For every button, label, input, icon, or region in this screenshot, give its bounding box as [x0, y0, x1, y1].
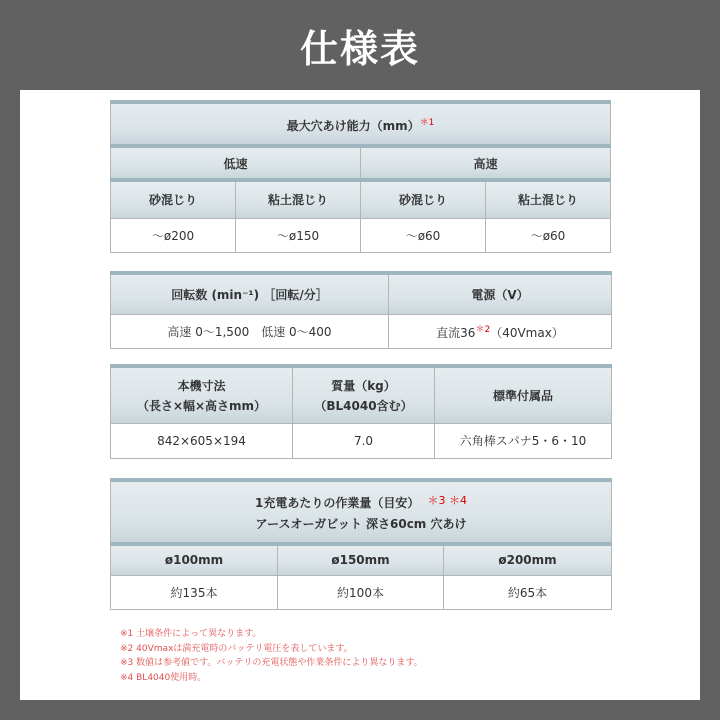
header-bar	[0, 0, 720, 90]
value-clay-low: ～ø150	[236, 218, 361, 252]
diameter-150-header: ø150mm	[278, 544, 444, 575]
dimensions-header	[111, 366, 293, 423]
footnote-1: ※1 土壌条件によって異なります。	[120, 629, 262, 639]
capacity-title	[111, 102, 611, 146]
accessory-value: 六角棒スパナ5・6・10	[435, 423, 612, 458]
subheader-sand-high: 砂混じり	[361, 180, 486, 218]
work-title-line2: アースオーガビット 深さ60cm 穴あけ	[255, 517, 467, 531]
rpm-header: 回転数 (min⁻¹) ［回転/分］	[111, 273, 389, 314]
footnote-4: ※4 BL4040使用時。	[120, 672, 207, 683]
low-speed-header: 低速	[111, 146, 361, 180]
high-speed-header: 高速	[361, 146, 611, 180]
diameter-200-header: ø200mm	[444, 544, 612, 575]
page-title: 仕様表	[299, 26, 420, 71]
subheader-clay-low: 粘土混じり	[236, 180, 361, 218]
rpm-value: 高速 0～1,500 低速 0～400	[111, 314, 389, 348]
work-title-line1-text: 1充電あたりの作業量（目安）	[254, 496, 420, 510]
dimensions-value: 842×605×194	[111, 423, 293, 458]
power-value-suffix: （40Vmax）	[490, 325, 564, 340]
mass-header	[293, 366, 435, 423]
subheader-sand-low: 砂混じり	[111, 180, 236, 218]
rpm-power-table	[110, 271, 612, 349]
content-panel	[20, 90, 700, 700]
value-sand-high: ～ø60	[361, 218, 486, 252]
count-100: 約135本	[111, 575, 278, 609]
mass-header-line1: 質量（kg）	[331, 378, 396, 393]
power-value	[389, 314, 612, 348]
capacity-table	[110, 100, 611, 253]
capacity-title-note: ＊1	[419, 117, 435, 128]
power-note: ＊2	[475, 324, 491, 335]
count-200: 約65本	[444, 575, 612, 609]
mass-header-line2: （BL4040含む）	[314, 398, 413, 413]
value-clay-high: ～ø60	[486, 218, 611, 252]
mass-value: 7.0	[293, 423, 435, 458]
capacity-title-text: 最大穴あけ能力（mm）	[286, 118, 420, 133]
power-header: 電源（V）	[389, 273, 612, 314]
work-title	[111, 480, 612, 544]
count-150: 約100本	[278, 575, 444, 609]
work-title-line1	[111, 492, 611, 511]
value-sand-low: ～ø200	[111, 218, 236, 252]
dimensions-header-line2: （長さ×幅×高さmm）	[136, 398, 267, 413]
work-per-charge-table	[110, 478, 612, 610]
power-value-prefix: 直流36	[436, 325, 476, 340]
footnote-2: ※2 40Vmaxは満充電時のバッテリ電圧を表しています。	[120, 643, 353, 654]
dimensions-table	[110, 364, 612, 459]
footnote-3: ※3 数値は参考値です。バッテリの充電状態や作業条件により異なります。	[120, 658, 423, 668]
work-title-note: ＊3 ＊4	[427, 494, 468, 507]
diameter-100-header: ø100mm	[111, 544, 278, 575]
accessory-header: 標準付属品	[435, 366, 612, 423]
subheader-clay-high: 粘土混じり	[486, 180, 611, 218]
footnotes	[120, 627, 423, 685]
dimensions-header-line1: 本機寸法	[177, 378, 226, 393]
